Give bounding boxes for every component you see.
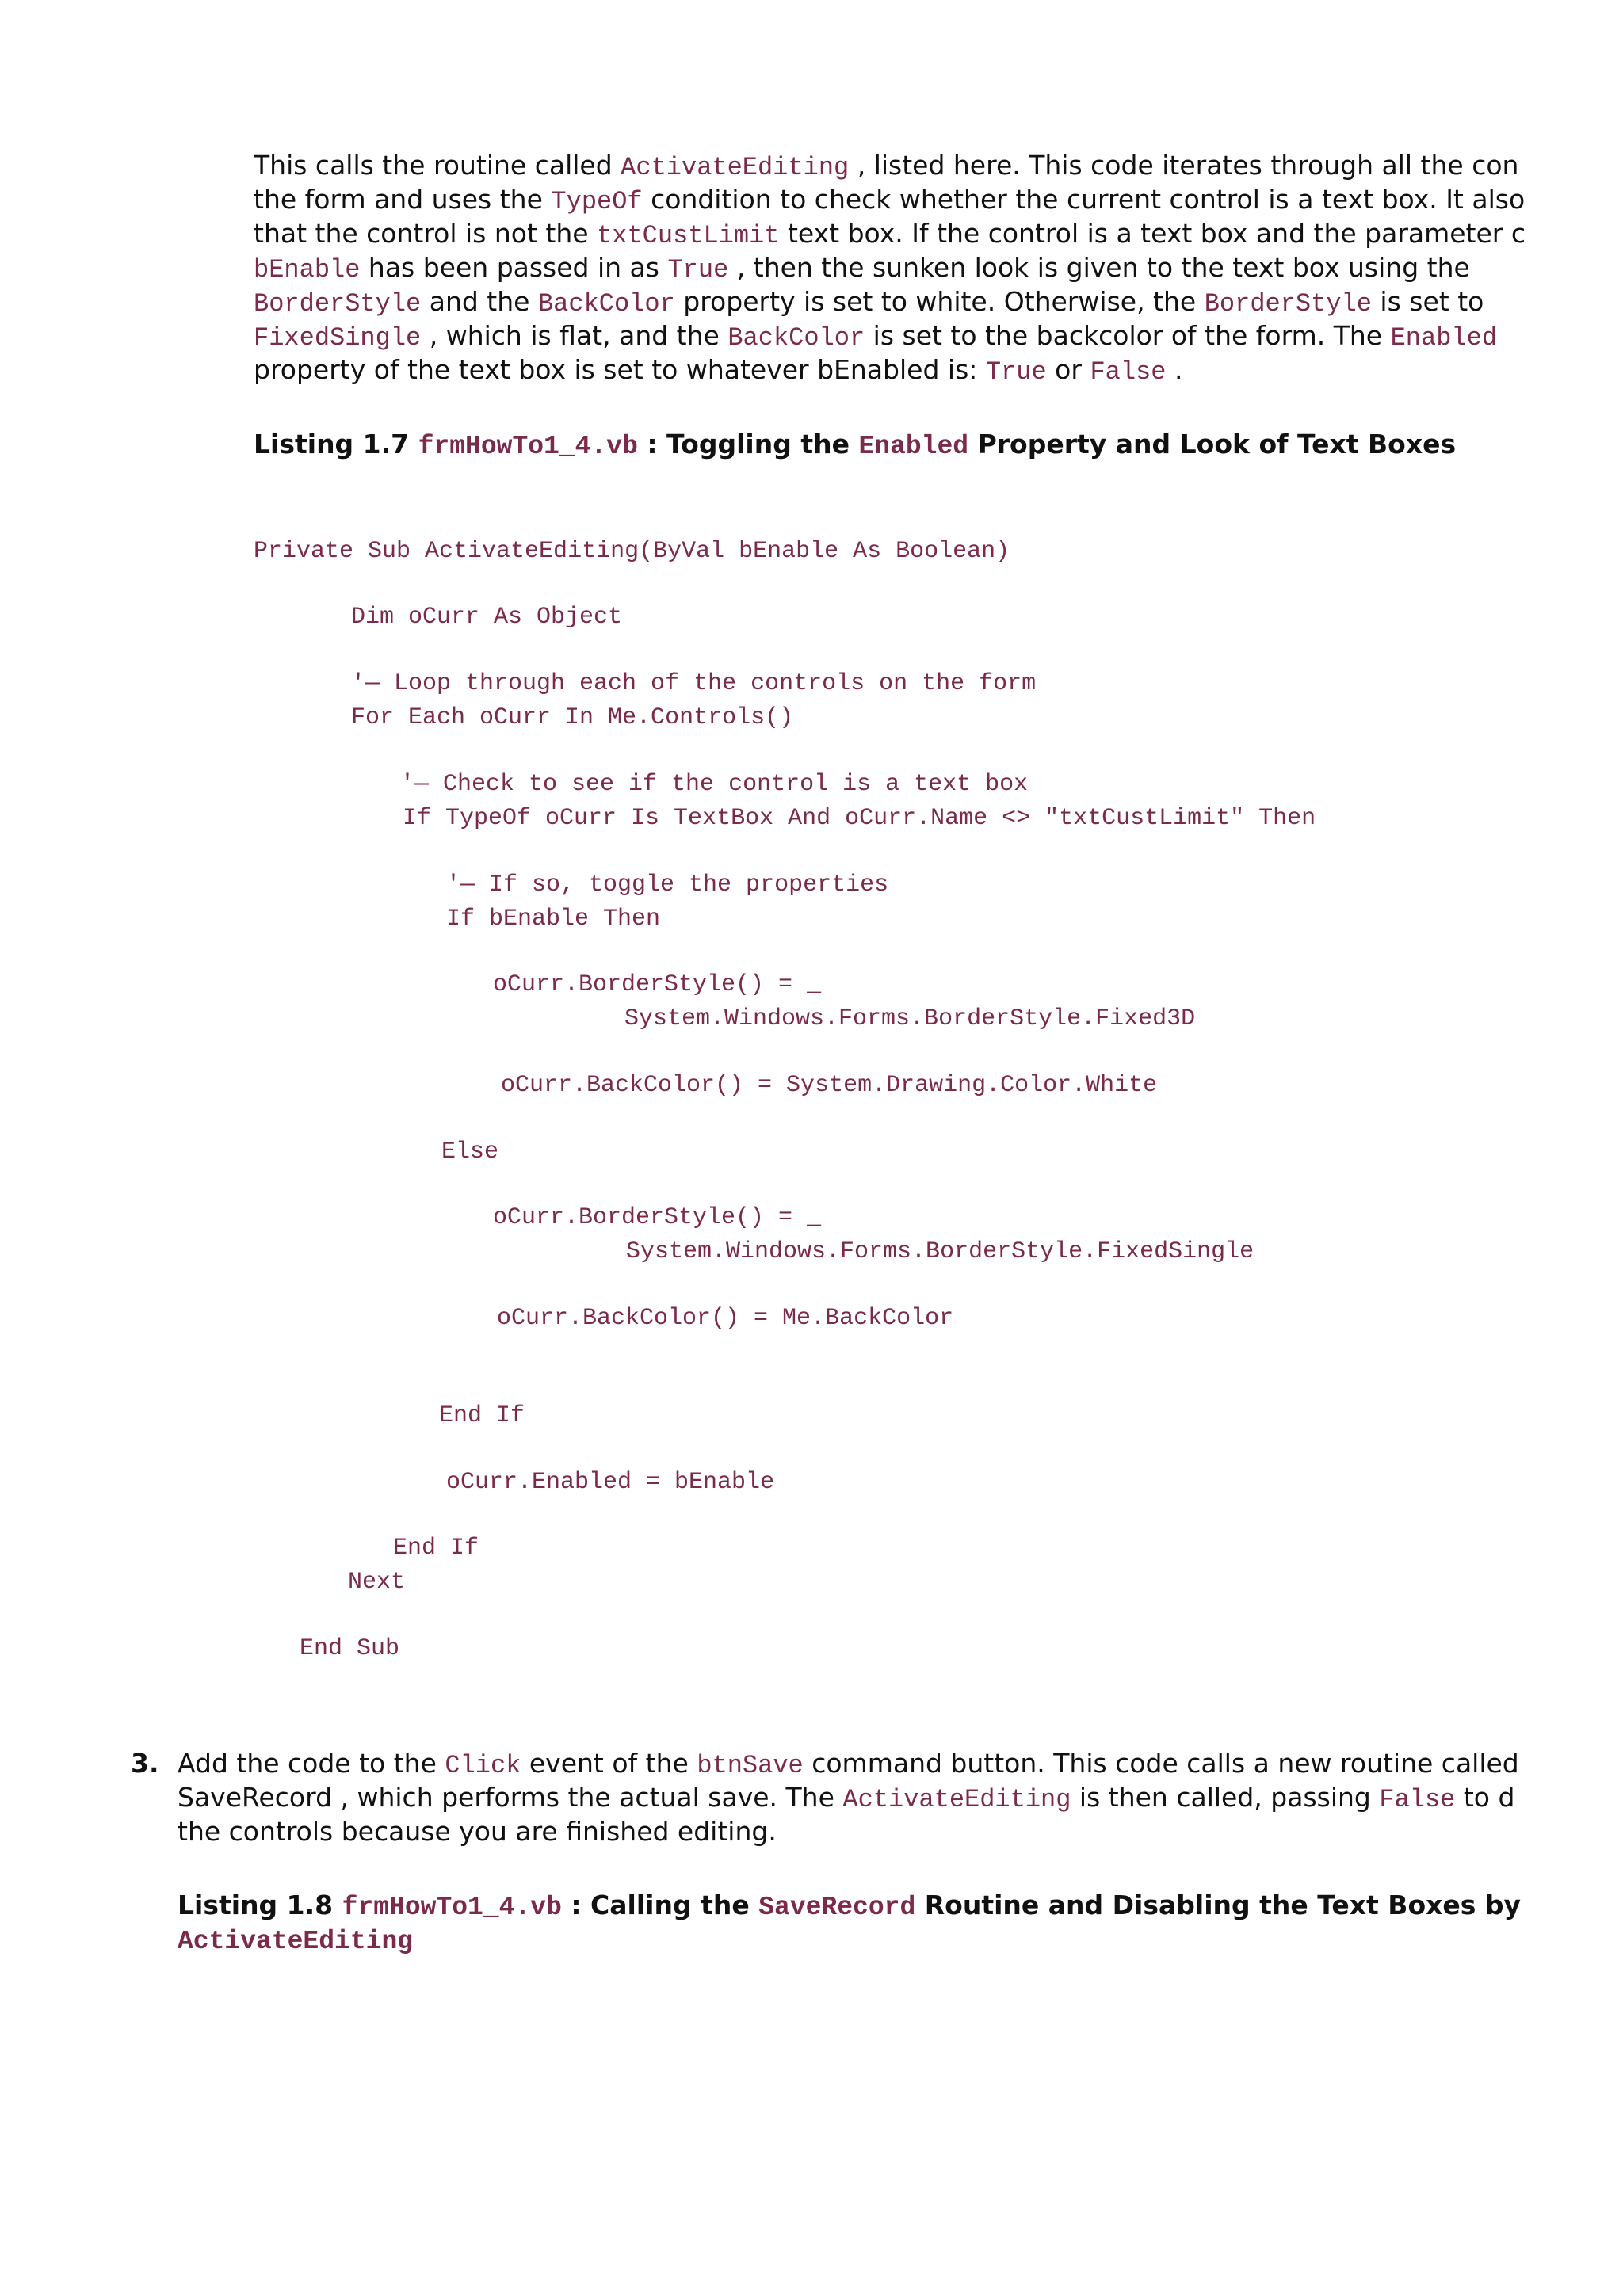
code-line: oCurr.BackColor() = System.Drawing.Color.White xyxy=(501,1072,1158,1099)
step-number: 3. xyxy=(131,1748,159,1779)
code-line: If bEnable Then xyxy=(446,906,661,933)
intro-line-2: the form and uses the TypeOf condition to check whether the current control is a text box. It also xyxy=(254,184,1526,216)
step-3-line-3: the controls because you are finished editing. xyxy=(178,1816,777,1847)
code-line: Private Sub ActivateEditing(ByVal bEnable As Boolean) xyxy=(254,538,1010,565)
intro-line-6: FixedSingle , which is flat, and the BackColor is set to the backcolor of the form. The Enabled xyxy=(254,320,1498,353)
listing-1-8-title-line-2: ActivateEditing xyxy=(178,1927,414,1956)
listing-1-7-title: Listing 1.7 frmHowTo1_4.vb : Toggling the Enabled Property and Look of Text Boxes xyxy=(254,429,1457,461)
code-line: oCurr.Enabled = bEnable xyxy=(446,1469,775,1496)
code-line: Dim oCurr As Object xyxy=(351,604,623,631)
intro-line-1: This calls the routine called ActivateEditing , listed here. This code iterates through all the con xyxy=(254,150,1519,182)
code-line: For Each oCurr In Me.Controls() xyxy=(351,704,794,731)
code-line: '— Check to see if the control is a text box xyxy=(400,771,1029,798)
intro-line-5: BorderStyle and the BackColor property is set to white. Otherwise, the BorderStyle is set to xyxy=(254,286,1484,318)
intro-line-3: that the control is not the txtCustLimit text box. If the control is a text box and the parameter c xyxy=(254,218,1526,250)
code-line: System.Windows.Forms.BorderStyle.FixedSingle xyxy=(626,1238,1254,1265)
code-line: End If xyxy=(393,1535,479,1562)
code-line: oCurr.BorderStyle() = _ xyxy=(493,971,822,998)
code-line: '— If so, toggle the properties xyxy=(446,871,889,898)
code-line: '— Loop through each of the controls on the form xyxy=(351,670,1037,697)
code-line: If TypeOf oCurr Is TextBox And oCurr.Name <> "txtCustLimit" Then xyxy=(403,805,1316,832)
step-3-line-2: SaveRecord , which performs the actual save. The ActivateEditing is then called, passing False to d xyxy=(178,1782,1515,1814)
code-line: oCurr.BorderStyle() = _ xyxy=(493,1204,822,1231)
code-line: System.Windows.Forms.BorderStyle.Fixed3D xyxy=(624,1005,1196,1032)
intro-line-4: bEnable has been passed in as True , then the sunken look is given to the text box using the xyxy=(254,252,1470,284)
step-3-line-1: Add the code to the Click event of the btnSave command button. This code calls a new routine called xyxy=(178,1748,1519,1780)
code-line: Else xyxy=(441,1138,499,1165)
code-line: End If xyxy=(439,1402,525,1429)
code-line: Next xyxy=(348,1569,406,1596)
intro-line-7: property of the text box is set to whatever bEnabled is: True or False . xyxy=(254,354,1183,387)
code-line: End Sub xyxy=(300,1635,400,1662)
listing-1-8-title: Listing 1.8 frmHowTo1_4.vb : Calling the SaveRecord Routine and Disabling the Text Boxes by xyxy=(178,1890,1522,1922)
code-line: oCurr.BackColor() = Me.BackColor xyxy=(497,1305,954,1332)
